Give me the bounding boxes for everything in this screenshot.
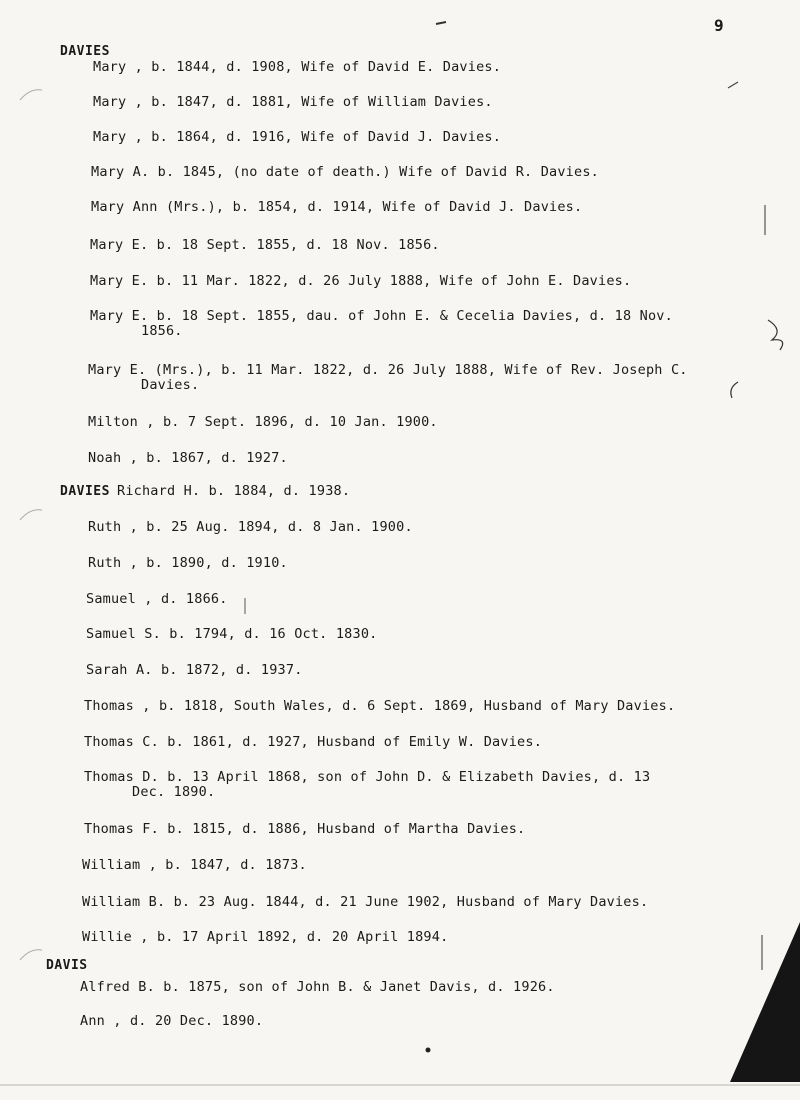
list-item: Ruth , b. 1890, d. 1910.	[88, 555, 288, 571]
list-item: Samuel S. b. 1794, d. 16 Oct. 1830.	[86, 626, 378, 642]
list-item-continuation: 1856.	[141, 323, 183, 339]
list-item: Mary E. (Mrs.), b. 11 Mar. 1822, d. 26 July 1888, Wife of Rev. Joseph C.	[88, 362, 688, 378]
list-item: Thomas , b. 1818, South Wales, d. 6 Sept. 1869, Husband of Mary Davies.	[84, 698, 676, 714]
list-item: Mary , b. 1844, d. 1908, Wife of David E. Davies.	[93, 59, 502, 75]
list-item: Mary A. b. 1845, (no date of death.) Wife of David R. Davies.	[91, 164, 599, 180]
surname-heading-repeat: DAVIES	[60, 484, 110, 499]
list-item: William , b. 1847, d. 1873.	[82, 857, 307, 873]
page-number: 9	[714, 16, 724, 35]
list-item: Sarah A. b. 1872, d. 1937.	[86, 662, 303, 678]
list-item: Ruth , b. 25 Aug. 1894, d. 8 Jan. 1900.	[88, 519, 413, 535]
list-item-continuation: Dec. 1890.	[132, 784, 216, 800]
list-item: William B. b. 23 Aug. 1844, d. 21 June 1902, Husband of Mary Davies.	[82, 894, 649, 910]
list-item: Ann , d. 20 Dec. 1890.	[80, 1013, 264, 1029]
list-item: Milton , b. 7 Sept. 1896, d. 10 Jan. 1900.	[88, 414, 438, 430]
list-item: Samuel , d. 1866.	[86, 591, 228, 607]
list-item: Alfred B. b. 1875, son of John B. & Janet Davis, d. 1926.	[80, 979, 555, 995]
list-item: Mary Ann (Mrs.), b. 1854, d. 1914, Wife of David J. Davies.	[91, 199, 583, 215]
surname-heading-davis: DAVIS	[46, 958, 88, 973]
list-item: Richard H. b. 1884, d. 1938.	[117, 483, 351, 499]
list-item: Mary , b. 1847, d. 1881, Wife of William Davies.	[93, 94, 493, 110]
list-item: Willie , b. 17 April 1892, d. 20 April 1894.	[82, 929, 449, 945]
list-item: Mary E. b. 11 Mar. 1822, d. 26 July 1888, Wife of John E. Davies.	[90, 273, 632, 289]
scan-bottom-edge	[0, 1084, 800, 1086]
list-item: Thomas D. b. 13 April 1868, son of John D. & Elizabeth Davies, d. 13	[84, 769, 651, 785]
list-item: Mary E. b. 18 Sept. 1855, d. 18 Nov. 1856.	[90, 237, 440, 253]
list-item: Thomas C. b. 1861, d. 1927, Husband of Emily W. Davies.	[84, 734, 543, 750]
surname-heading-davies: DAVIES	[60, 44, 110, 59]
scan-corner-shadow	[730, 922, 800, 1082]
list-item: Mary , b. 1864, d. 1916, Wife of David J. Davies.	[93, 129, 502, 145]
list-item-continuation: Davies.	[141, 377, 200, 393]
list-item: Noah , b. 1867, d. 1927.	[88, 450, 288, 466]
list-item: Thomas F. b. 1815, d. 1886, Husband of Martha Davies.	[84, 821, 526, 837]
list-item: Mary E. b. 18 Sept. 1855, dau. of John E. & Cecelia Davies, d. 18 Nov.	[90, 308, 673, 324]
